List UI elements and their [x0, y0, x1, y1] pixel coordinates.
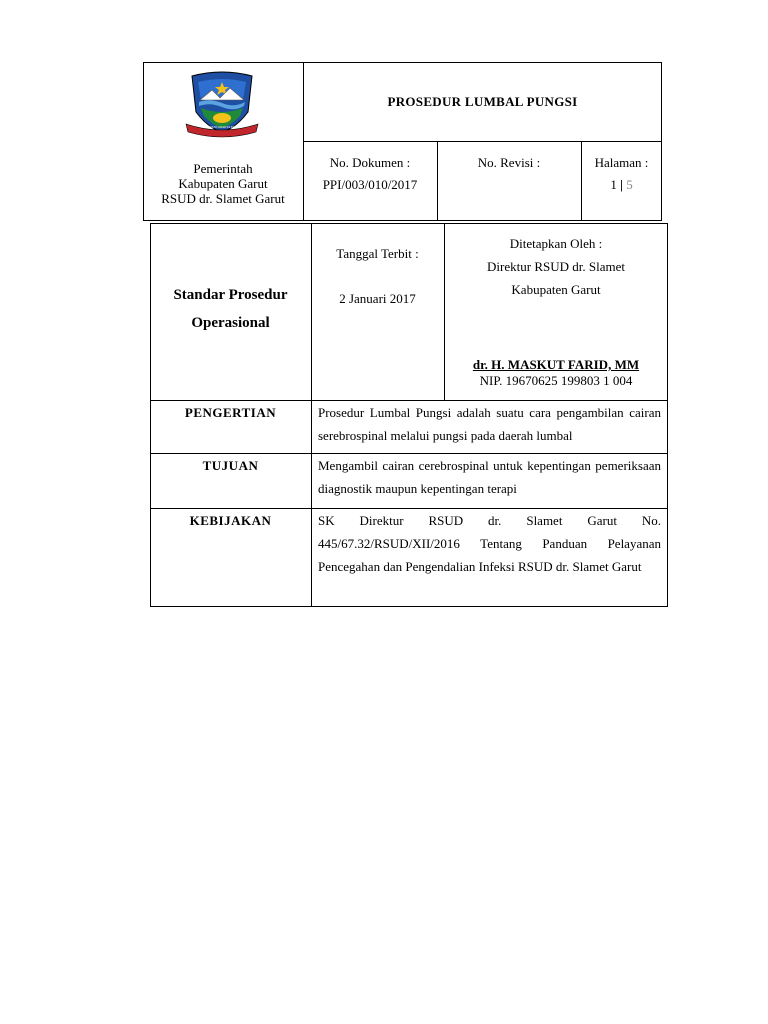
page-label: Halaman : [594, 155, 649, 170]
page-current: 1 [610, 177, 617, 192]
doc-number-label: No. Dokumen : [329, 155, 411, 170]
document-title: PROSEDUR LUMBAL PUNGSI [387, 94, 578, 109]
org-line-1: Pemerintah [193, 161, 253, 176]
approved-label: Ditetapkan Oleh : [509, 236, 603, 251]
org-line-2: Kabupaten Garut [178, 176, 268, 191]
sop-divider-label-col [311, 223, 312, 607]
org-line-3: RSUD dr. Slamet Garut [161, 191, 285, 206]
sop-title-line-2: Operasional [191, 315, 270, 331]
approver-nip: NIP. 19670625 199803 1 004 [479, 373, 633, 388]
approver-name: dr. H. MASKUT FARID, MM [472, 357, 640, 372]
page-total: 5 [626, 177, 633, 192]
regency-logo [184, 70, 260, 142]
section-label-pengertian: PENGERTIAN [184, 405, 277, 420]
approved-position-2: Kabupaten Garut [511, 282, 601, 297]
issue-date-label: Tanggal Terbit : [336, 246, 419, 261]
approved-position-1: Direktur RSUD dr. Slamet [487, 259, 625, 274]
page-indicator [581, 177, 662, 193]
section-label-kebijakan: KEBIJAKAN [189, 513, 272, 528]
sop-title-line-1: Standar Prosedur [173, 287, 288, 303]
logo-banner-text: BAN PANCANAKYA PANGA [202, 125, 242, 129]
doc-number-value: PPI/003/010/2017 [322, 177, 418, 192]
section-label-tujuan: TUJUAN [202, 458, 259, 473]
section-text-tujuan: Mengambil cairan cerebrospinal untuk kepentingan pemeriksaan diagnostik maupun kepentingan terapi [318, 458, 661, 496]
revision-label: No. Revisi : [477, 155, 541, 170]
section-text-kebijakan: SK Direktur RSUD dr. Slamet Garut No. 445/67.32/RSUD/XII/2016 Tentang Panduan Pelayanan Pencegahan dan Pengendalian Infeksi RSUD dr. Slamet Garut [318, 513, 661, 574]
header-divider-title [303, 141, 662, 142]
issue-date-value: 2 Januari 2017 [339, 291, 416, 306]
header-divider-doc [437, 141, 438, 221]
section-text-pengertian: Prosedur Lumbal Pungsi adalah suatu cara pengambilan cairan serebrospinal melalui pungsi pada daerah lumbal [318, 405, 661, 443]
page-separator: | [620, 177, 623, 192]
